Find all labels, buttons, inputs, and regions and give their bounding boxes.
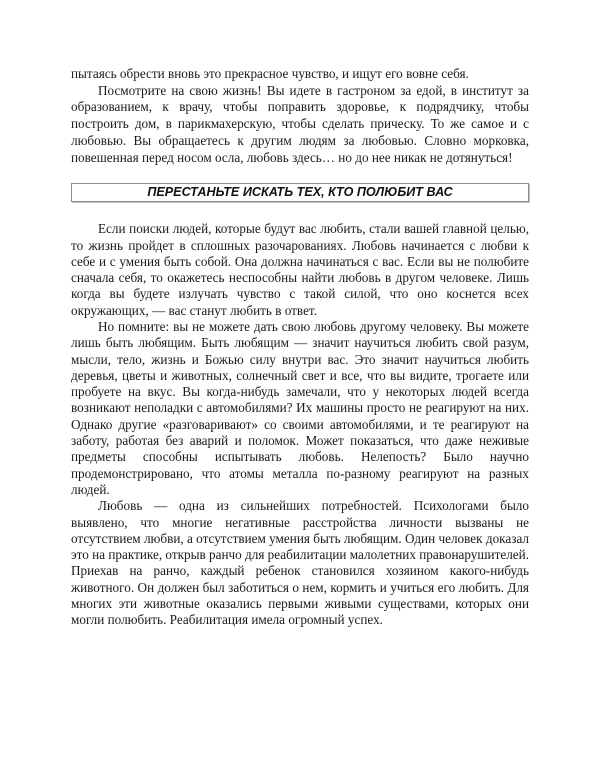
section-body — [71, 221, 529, 628]
body-paragraph-1: Если поиски людей, которые будут вас любить, стали вашей главной целью, то жизнь пройдет в сплошных разочарованиях. Любовь начинается с любви к себе и с умения быть собой. Она должна начинаться с вас. Если вы не полюбите сначала себя, то окажетесь неспособны найти любовь в другом человеке. Лишь когда вы будете излучать чувство с такой силой, что оно коснется всех окружающих, — вас станут любить в ответ. — [71, 221, 529, 318]
document-page — [71, 66, 529, 629]
section-heading: ПЕРЕСТАНЬТЕ ИСКАТЬ ТЕХ, КТО ПОЛЮБИТ ВАС — [71, 183, 529, 202]
body-paragraph-3: Любовь — одна из сильнейших потребностей. Психологами было выявлено, что многие негативные расстройства личности вызваны не отсутствием любви, а отсутствием умения быть любящим. Один человек доказал это на практике, открыв ранчо для реабилитации малолетних правонарушителей. Приехав на ранчо, каждый ребенок становился хозяином какого-нибудь животного. Он должен был заботиться о нем, кормить и учиться его любить. Для многих эти животные оказались первыми живыми существами, которых они могли полюбить. Реабилитация имела огромный успех. — [71, 498, 529, 628]
intro-continuation-paragraph: пытаясь обрести вновь это прекрасное чувство, и ищут его вовне себя. — [71, 66, 469, 81]
intro-paragraph: Посмотрите на свою жизнь! Вы идете в гастроном за едой, в институт за образованием, к врачу, чтобы поправить здоровье, к подрядчику, чтобы построить дом, в парикмахерскую, чтобы сделать прическу. То же самое и с любовью. Вы обращаетесь к другим людям за любовью. Словно морковка, повешенная перед носом осла, любовь здесь… но до нее никак не дотянуться! — [71, 82, 529, 165]
body-paragraph-2: Но помните: вы не можете дать свою любовь другому человеку. Вы можете лишь быть любящим. Быть любящим — значит научиться любить свой разум, мысли, тело, жизнь и Божью силу внутри вас. Это значит научиться любить деревья, цветы и животных, солнечный свет и все, что вы видите, трогаете или пробуете на вкус. Вы когда-нибудь замечали, что у некоторых людей всегда возникают неполадки с автомобилями? Их машины просто не реагируют на них. Однако другие «разговаривают» со своими автомобилями, и те реагируют на заботу, работая без аварий и поломок. Может показаться, что даже неживые предметы способны испытывать любовь. Нелепость? Было научно продемонстрировано, что атомы металла по-разному реагируют на разных людей. — [71, 319, 529, 497]
